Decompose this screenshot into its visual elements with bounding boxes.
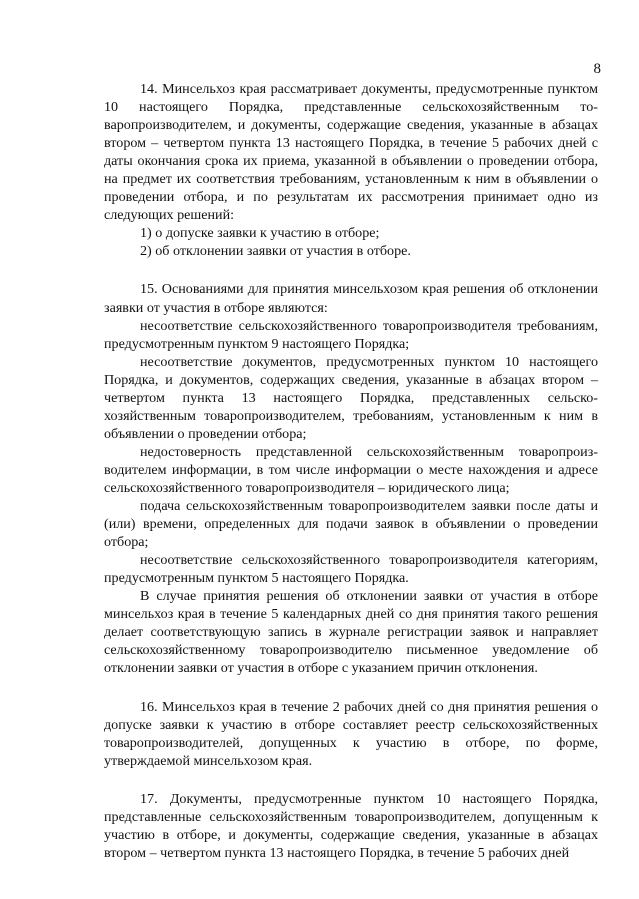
list-item-reject: 2) об отклонении заявки от участия в отборе. [140, 243, 411, 260]
reason-item: несоответствие документов, предусмотренных пунктом 10 настоящего Порядка, и документов, содержащих сведения, указанные в абзацах втором – четвертом пункта 13 настоящего Порядка, представленных сельскохозяйственным товаропроизводителем, требованиям, установленным к ним в объявлении о проведении отбора; [104, 353, 598, 442]
page-number: 8 [593, 61, 601, 77]
reason-item: несоответствие сельскохозяйственного товаропроизводителя требованиям, предусмотренным пунктом 9 настоящего Порядка; [104, 317, 598, 352]
reason-item: подача сельскохозяйственным товаропроизводителем заявки после даты и (или) времени, определенных для подачи заявок в объявлении о проведении отбора; [104, 498, 598, 551]
list-item-admit: 1) о допуске заявки к участию в отборе; [140, 225, 380, 242]
paragraph-gap [104, 678, 598, 698]
paragraph-15: 15. Основаниями для принятия минсельхозом края решения об отклонении заявки от участия в отборе являются: [104, 281, 598, 316]
reason-item: несоответствие сельскохозяйственного товаропроизводителя категориям, предусмотренным пунктом 5 настоящего Порядка. [104, 552, 598, 587]
paragraph-gap [104, 260, 598, 280]
rejection-notice-paragraph: В случае принятия решения об отклонении заявки от участия в отборе минсельхоз края в течение 5 календарных дней со дня принятия такого решения делает соответствующую запись в журнале регистрации заявок и направляет сельскохозяйственному товаропроизводителю письменное уведомление об отклонении заявки от участия в отборе с указанием причин отклонения. [104, 588, 598, 677]
document-body [104, 80, 598, 862]
paragraph-17: 17. Документы, предусмотренные пунктом 10 настоящего Порядка, представленные сельскохозяйственным товаропроизводителем, допущенным к участию в отборе, и документы, содержащие сведения, указанные в абзацах втором – четвертом пункта 13 настоящего Порядка, в течение 5 рабочих дней [104, 790, 598, 861]
paragraph-gap [104, 770, 598, 790]
reason-item: недостоверность представленной сельскохозяйственным товаропроизводителем информации, в том числе информации о месте нахождения и адресе сельскохозяйственного товаропроизводителя – юридического лица; [104, 443, 598, 496]
paragraph-16: 16. Минсельхоз края в течение 2 рабочих дней со дня принятия решения о допуске заявки к участию в отборе составляет реестр сельскохозяйственных товаропроизводителей, допущенных к участию в отборе, по форме, утверждаемой минсельхозом края. [104, 698, 598, 769]
paragraph-14: 14. Минсельхоз края рассматривает документы, предусмотренные пунктом 10 настоящего Порядка, представленные сельскохозяйственным товаропроизводителем, и документы, содержащие сведения, указанные в абзацах втором – четвертом пункта 13 настоящего Порядка, в течение 5 рабочих дней с даты окончания срока их приема, указанной в объявлении о проведении отбора, на предмет их соответствия требованиям, установленным к ним в объявлении о проведении отбора, и по результатам их рассмотрения принимает одно из следующих решений: [104, 81, 598, 224]
